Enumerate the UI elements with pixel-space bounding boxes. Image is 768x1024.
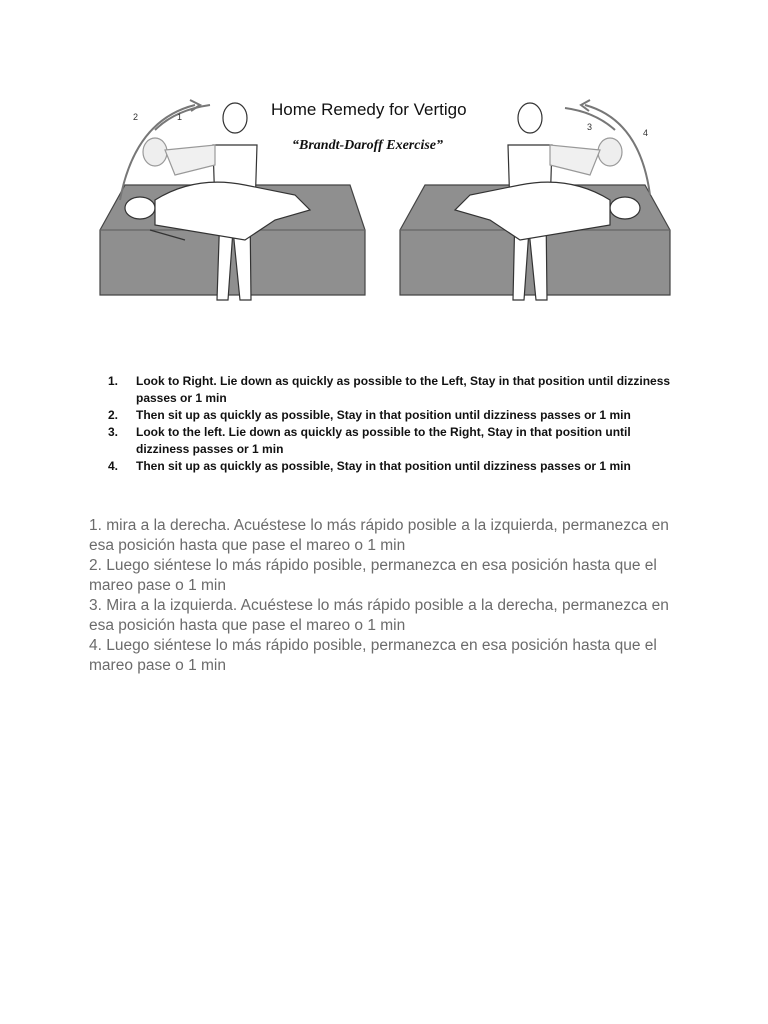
list-item: 4. Then sit up as quickly as possible, Stay in that position until dizziness passes or 1 min [108,459,631,473]
list-item: 1. Look to Right. Lie down as quickly as possible to the Left, Stay in that position until dizziness passes or 1 min [108,374,671,405]
paragraph: 3. Mira a la izquierda. Acuéstese lo más rápido posible a la derecha, permanezca en esa posición hasta que pase el mareo o 1 min [89,597,669,634]
left-lying-head [125,197,155,219]
list-item: 3. Look to the left. Lie down as quickly as possible to the Right, Stay in that position until dizziness passes or 1 min [108,425,631,456]
right-standing-head [518,103,542,133]
arrow-label-1: 1 [177,112,183,122]
arrow-label-4: 4 [643,128,649,138]
steps-english-list [108,373,678,475]
arrow-label-3: 3 [587,122,593,132]
arrow-label-2: 2 [133,112,139,122]
steps-spanish [89,516,689,676]
document-title: Home Remedy for Vertigo [271,100,467,119]
left-standing-head [223,103,247,133]
paragraph: 1. mira a la derecha. Acuéstese lo más rápido posible a la izquierda, permanezca en esa posición hasta que pase el mareo o 1 min [89,517,669,554]
list-item: 2. Then sit up as quickly as possible, Stay in that position until dizziness passes or 1 min [108,408,631,422]
document-subtitle: “Brandt-Daroff Exercise” [292,138,444,153]
paragraph: 4. Luego siéntese lo más rápido posible, permanezca en esa posición hasta que el mareo pase o 1 min [89,637,657,674]
vertigo-exercise-illustration [95,90,675,330]
paragraph: 2. Luego siéntese lo más rápido posible, permanezca en esa posición hasta que el mareo pase o 1 min [89,557,657,594]
right-lying-head [610,197,640,219]
